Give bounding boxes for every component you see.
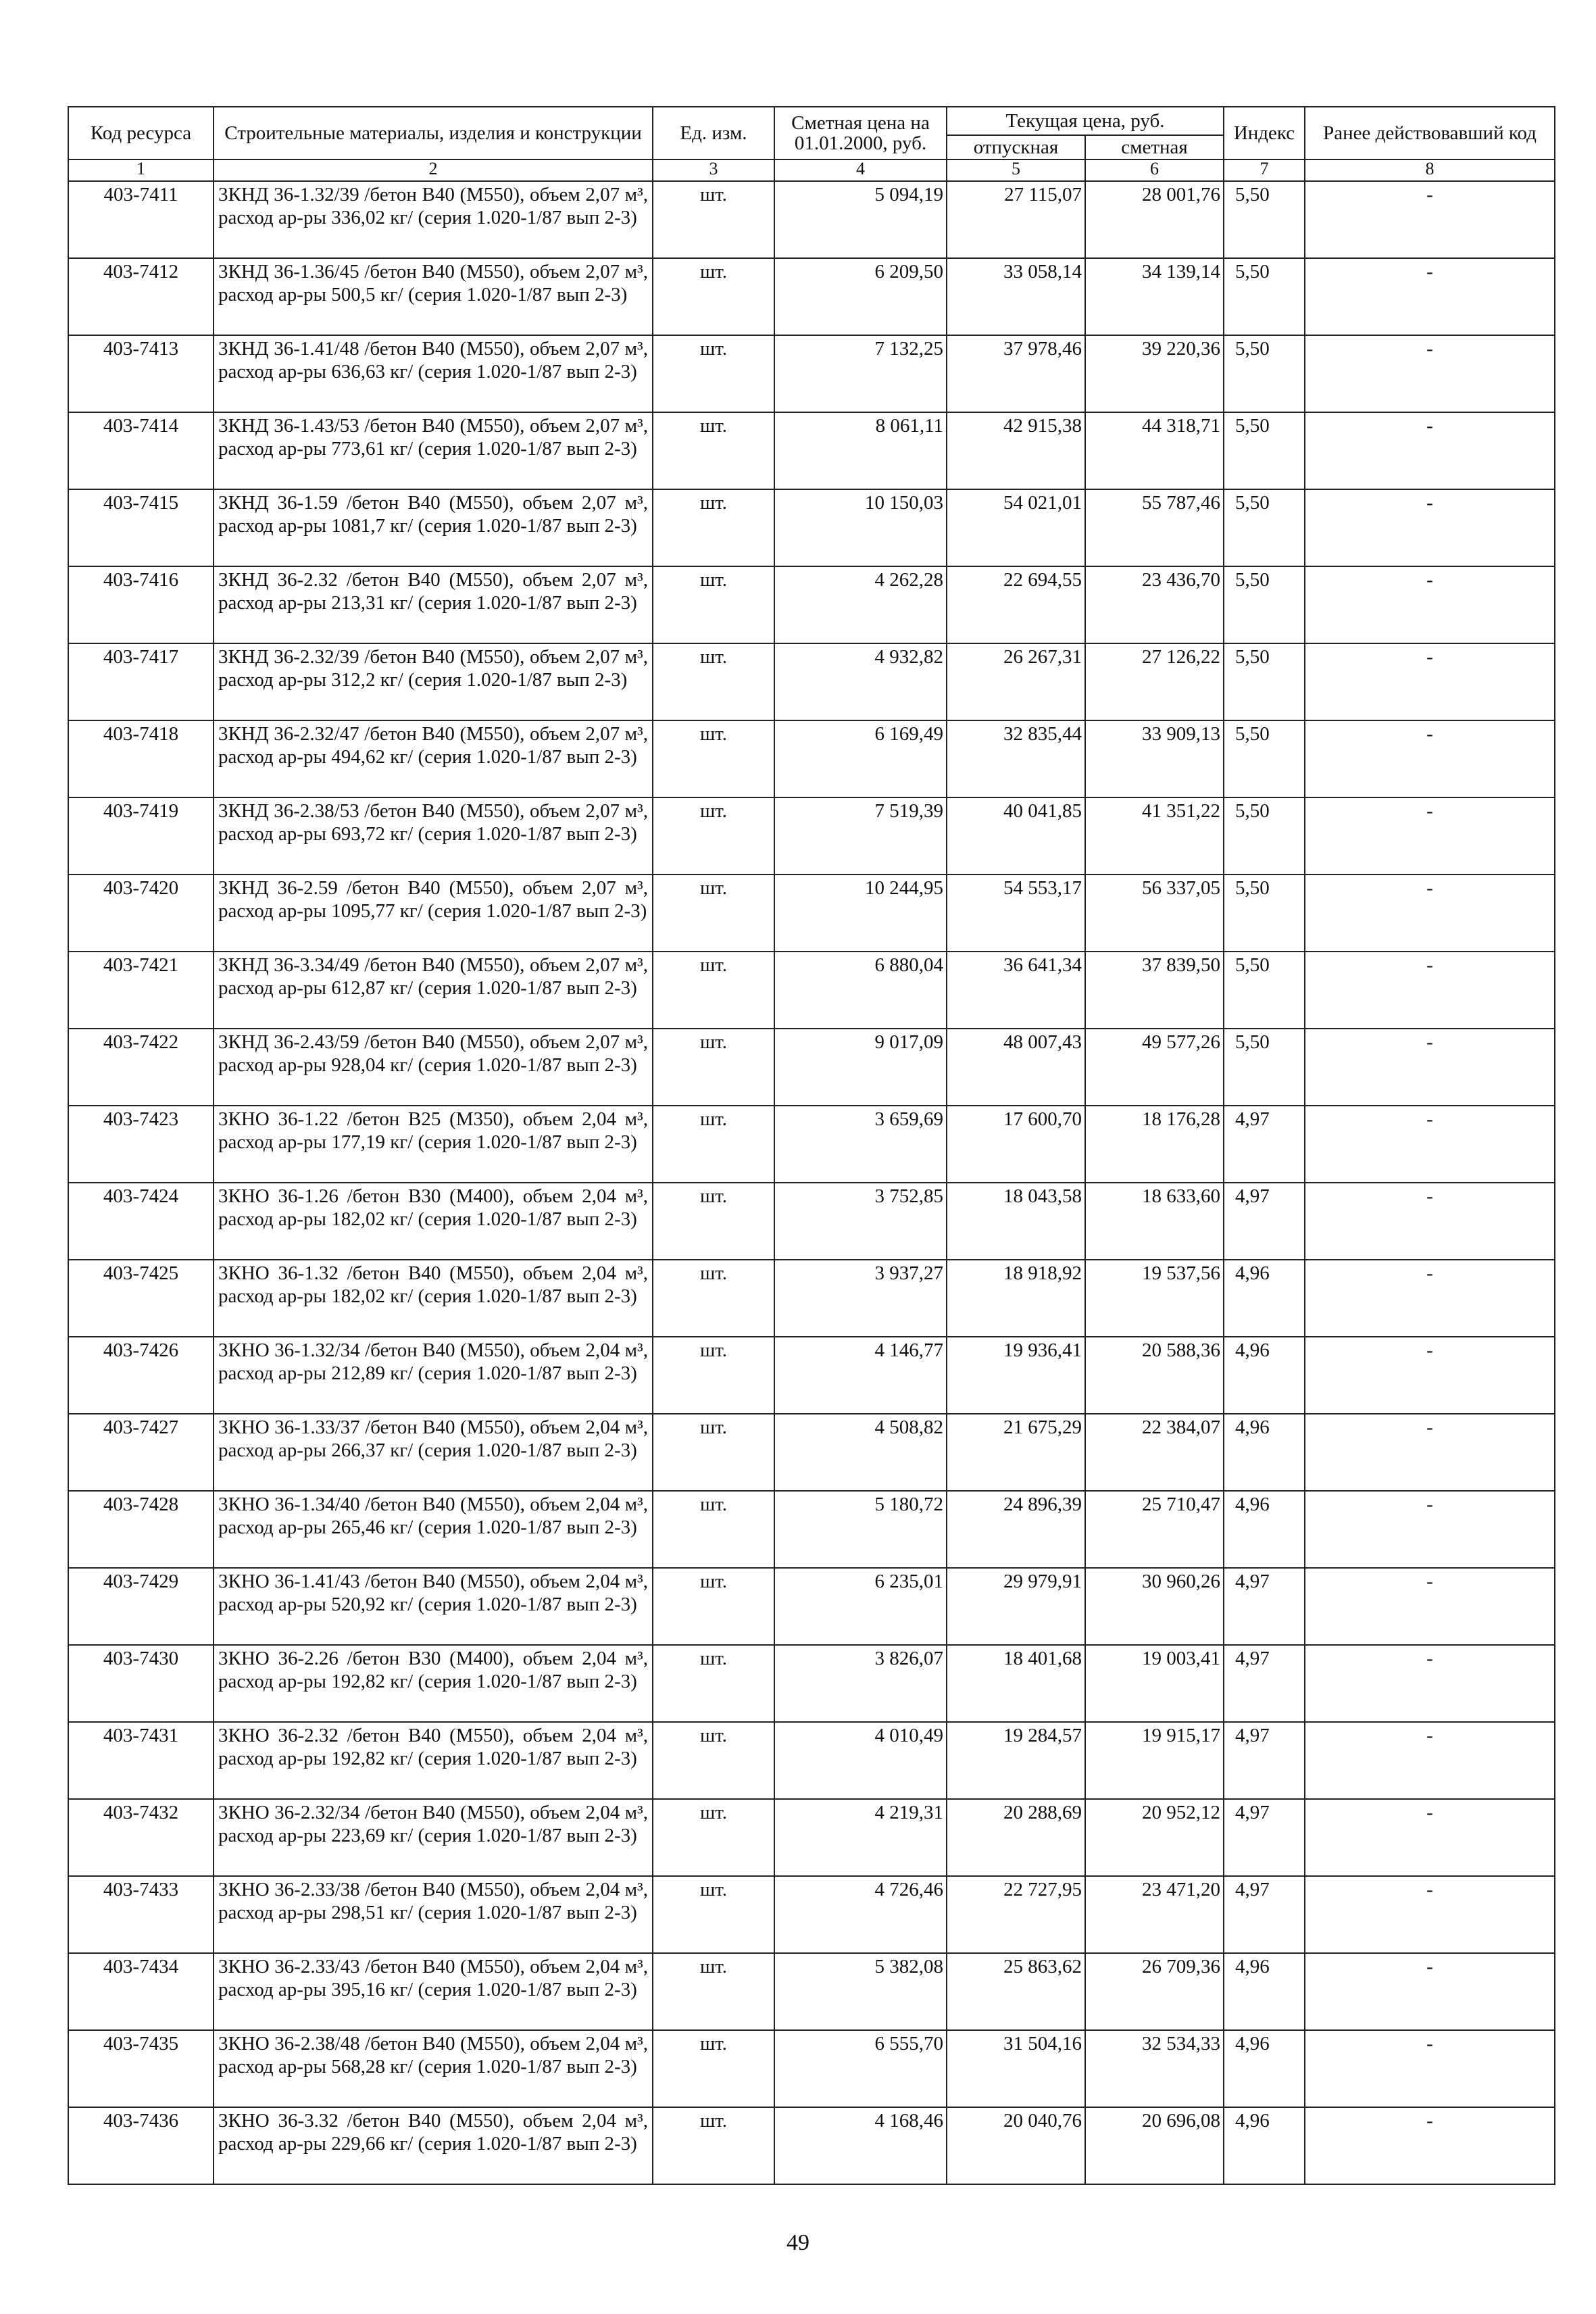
unit-cell: шт. (653, 489, 774, 566)
material-name-cell: 3КНО 36-2.26 /бетон В30 (М400), объем 2,04 м³, расход ар-ры 192,82 кг/ (серия 1.020-1/87 вып 2-3) (214, 1645, 653, 1722)
column-number: 7 (1224, 159, 1305, 181)
table-row (68, 720, 1555, 797)
base-price-cell: 3 752,85 (774, 1183, 947, 1260)
material-name-cell: 3КНД 36-2.43/59 /бетон В40 (М550), объем 2,07 м³, расход ар-ры 928,04 кг/ (серия 1.020-1/87 вып 2-3) (214, 1029, 653, 1106)
resource-code-cell: 403-7413 (68, 335, 214, 412)
material-name-cell: 3КНО 36-1.41/43 /бетон В40 (М550), объем 2,04 м³, расход ар-ры 520,92 кг/ (серия 1.020-1/87 вып 2-3) (214, 1568, 653, 1645)
estimate-price-cell: 44 318,71 (1085, 412, 1224, 489)
previous-code-cell: - (1305, 1568, 1555, 1645)
previous-code-cell: - (1305, 1029, 1555, 1106)
index-cell: 5,50 (1224, 258, 1305, 335)
unit-cell: шт. (653, 2107, 774, 2184)
previous-code-cell: - (1305, 1260, 1555, 1337)
price-table (68, 106, 1555, 2185)
previous-code-cell: - (1305, 1491, 1555, 1568)
previous-code-cell: - (1305, 489, 1555, 566)
column-number: 5 (947, 159, 1085, 181)
release-price-cell: 54 553,17 (947, 875, 1085, 952)
unit-cell: шт. (653, 1414, 774, 1491)
unit-cell: шт. (653, 2030, 774, 2107)
previous-code-cell: - (1305, 1722, 1555, 1799)
previous-code-cell: - (1305, 566, 1555, 643)
table-row (68, 1876, 1555, 1953)
estimate-price-cell: 27 126,22 (1085, 643, 1224, 720)
previous-code-cell: - (1305, 1183, 1555, 1260)
resource-code-cell: 403-7414 (68, 412, 214, 489)
estimate-price-cell: 56 337,05 (1085, 875, 1224, 952)
table-row (68, 1337, 1555, 1414)
previous-code-cell: - (1305, 1106, 1555, 1183)
resource-code-cell: 403-7417 (68, 643, 214, 720)
previous-code-cell: - (1305, 952, 1555, 1029)
previous-code-cell: - (1305, 2107, 1555, 2184)
material-name-cell: 3КНО 36-2.32 /бетон В40 (М550), объем 2,04 м³, расход ар-ры 192,82 кг/ (серия 1.020-1/87 вып 2-3) (214, 1722, 653, 1799)
estimate-price-cell: 19 915,17 (1085, 1722, 1224, 1799)
material-name-cell: 3КНД 36-2.32/47 /бетон В40 (М550), объем 2,07 м³, расход ар-ры 494,62 кг/ (серия 1.020-1/87 вып 2-3) (214, 720, 653, 797)
base-price-cell: 4 219,31 (774, 1799, 947, 1876)
table-row (68, 1568, 1555, 1645)
previous-code-cell: - (1305, 1876, 1555, 1953)
base-price-cell: 4 010,49 (774, 1722, 947, 1799)
unit-cell: шт. (653, 1645, 774, 1722)
index-cell: 5,50 (1224, 797, 1305, 875)
resource-code-cell: 403-7434 (68, 1953, 214, 2030)
index-cell: 4,97 (1224, 1106, 1305, 1183)
previous-code-cell: - (1305, 181, 1555, 258)
resource-code-cell: 403-7424 (68, 1183, 214, 1260)
table-row (68, 1260, 1555, 1337)
index-cell: 5,50 (1224, 643, 1305, 720)
release-price-cell: 25 863,62 (947, 1953, 1085, 2030)
unit-cell: шт. (653, 1183, 774, 1260)
material-name-cell: 3КНД 36-2.38/53 /бетон В40 (М550), объем 2,07 м³, расход ар-ры 693,72 кг/ (серия 1.020-1/87 вып 2-3) (214, 797, 653, 875)
column-number-row (68, 159, 1555, 181)
estimate-price-cell: 22 384,07 (1085, 1414, 1224, 1491)
table-row (68, 489, 1555, 566)
resource-code-cell: 403-7425 (68, 1260, 214, 1337)
base-price-cell: 4 168,46 (774, 2107, 947, 2184)
header-resource-code: Код ресурса (68, 107, 214, 159)
unit-cell: шт. (653, 1260, 774, 1337)
index-cell: 5,50 (1224, 412, 1305, 489)
table-body (68, 181, 1555, 2184)
unit-cell: шт. (653, 181, 774, 258)
index-cell: 4,96 (1224, 1491, 1305, 1568)
index-cell: 4,97 (1224, 1722, 1305, 1799)
estimate-price-cell: 23 436,70 (1085, 566, 1224, 643)
column-number: 4 (774, 159, 947, 181)
base-price-cell: 10 244,95 (774, 875, 947, 952)
table-row (68, 797, 1555, 875)
estimate-price-cell: 20 952,12 (1085, 1799, 1224, 1876)
previous-code-cell: - (1305, 1799, 1555, 1876)
index-cell: 4,96 (1224, 2107, 1305, 2184)
estimate-price-cell: 39 220,36 (1085, 335, 1224, 412)
header-materials: Строительные материалы, изделия и конструкции (214, 107, 653, 159)
table-row (68, 1491, 1555, 1568)
unit-cell: шт. (653, 412, 774, 489)
page-number: 49 (787, 2230, 809, 2255)
table-row (68, 2030, 1555, 2107)
release-price-cell: 31 504,16 (947, 2030, 1085, 2107)
release-price-cell: 18 401,68 (947, 1645, 1085, 1722)
table-row (68, 1414, 1555, 1491)
estimate-price-cell: 23 471,20 (1085, 1876, 1224, 1953)
table-row (68, 1029, 1555, 1106)
material-name-cell: 3КНО 36-1.33/37 /бетон В40 (М550), объем 2,04 м³, расход ар-ры 266,37 кг/ (серия 1.020-1/87 вып 2-3) (214, 1414, 653, 1491)
unit-cell: шт. (653, 1106, 774, 1183)
material-name-cell: 3КНД 36-1.43/53 /бетон В40 (М550), объем 2,07 м³, расход ар-ры 773,61 кг/ (серия 1.020-1/87 вып 2-3) (214, 412, 653, 489)
base-price-cell: 4 932,82 (774, 643, 947, 720)
material-name-cell: 3КНД 36-1.41/48 /бетон В40 (М550), объем 2,07 м³, расход ар-ры 636,63 кг/ (серия 1.020-1/87 вып 2-3) (214, 335, 653, 412)
estimate-price-cell: 20 588,36 (1085, 1337, 1224, 1414)
estimate-price-cell: 41 351,22 (1085, 797, 1224, 875)
unit-cell: шт. (653, 1799, 774, 1876)
column-number: 8 (1305, 159, 1555, 181)
base-price-cell: 6 169,49 (774, 720, 947, 797)
resource-code-cell: 403-7431 (68, 1722, 214, 1799)
base-price-cell: 9 017,09 (774, 1029, 947, 1106)
base-price-cell: 7 132,25 (774, 335, 947, 412)
price-table-sheet (68, 106, 1554, 2185)
estimate-price-cell: 34 139,14 (1085, 258, 1224, 335)
material-name-cell: 3КНД 36-1.36/45 /бетон В40 (М550), объем 2,07 м³, расход ар-ры 500,5 кг/ (серия 1.020-1/87 вып 2-3) (214, 258, 653, 335)
base-price-cell: 4 508,82 (774, 1414, 947, 1491)
base-price-cell: 4 146,77 (774, 1337, 947, 1414)
base-price-cell: 3 826,07 (774, 1645, 947, 1722)
estimate-price-cell: 30 960,26 (1085, 1568, 1224, 1645)
estimate-price-cell: 32 534,33 (1085, 2030, 1224, 2107)
previous-code-cell: - (1305, 875, 1555, 952)
resource-code-cell: 403-7421 (68, 952, 214, 1029)
estimate-price-cell: 33 909,13 (1085, 720, 1224, 797)
index-cell: 4,97 (1224, 1799, 1305, 1876)
unit-cell: шт. (653, 875, 774, 952)
release-price-cell: 26 267,31 (947, 643, 1085, 720)
unit-cell: шт. (653, 258, 774, 335)
resource-code-cell: 403-7419 (68, 797, 214, 875)
material-name-cell: 3КНО 36-2.38/48 /бетон В40 (М550), объем 2,04 м³, расход ар-ры 568,28 кг/ (серия 1.020-1/87 вып 2-3) (214, 2030, 653, 2107)
estimate-price-cell: 19 537,56 (1085, 1260, 1224, 1337)
column-number: 6 (1085, 159, 1224, 181)
material-name-cell: 3КНД 36-2.32/39 /бетон В40 (М550), объем 2,07 м³, расход ар-ры 312,2 кг/ (серия 1.020-1/87 вып 2-3) (214, 643, 653, 720)
table-row (68, 1183, 1555, 1260)
release-price-cell: 18 918,92 (947, 1260, 1085, 1337)
previous-code-cell: - (1305, 412, 1555, 489)
resource-code-cell: 403-7415 (68, 489, 214, 566)
release-price-cell: 33 058,14 (947, 258, 1085, 335)
previous-code-cell: - (1305, 720, 1555, 797)
material-name-cell: 3КНО 36-1.32/34 /бетон В40 (М550), объем 2,04 м³, расход ар-ры 212,89 кг/ (серия 1.020-1/87 вып 2-3) (214, 1337, 653, 1414)
base-price-cell: 7 519,39 (774, 797, 947, 875)
table-row (68, 566, 1555, 643)
index-cell: 5,50 (1224, 181, 1305, 258)
material-name-cell: 3КНД 36-1.32/39 /бетон В40 (М550), объем 2,07 м³, расход ар-ры 336,02 кг/ (серия 1.020-1/87 вып 2-3) (214, 181, 653, 258)
resource-code-cell: 403-7418 (68, 720, 214, 797)
release-price-cell: 22 694,55 (947, 566, 1085, 643)
table-header (68, 107, 1555, 181)
resource-code-cell: 403-7427 (68, 1414, 214, 1491)
index-cell: 5,50 (1224, 566, 1305, 643)
base-price-cell: 4 726,46 (774, 1876, 947, 1953)
previous-code-cell: - (1305, 797, 1555, 875)
release-price-cell: 27 115,07 (947, 181, 1085, 258)
unit-cell: шт. (653, 720, 774, 797)
previous-code-cell: - (1305, 335, 1555, 412)
resource-code-cell: 403-7423 (68, 1106, 214, 1183)
material-name-cell: 3КНД 36-2.59 /бетон В40 (М550), объем 2,07 м³, расход ар-ры 1095,77 кг/ (серия 1.020-1/87 вып 2-3) (214, 875, 653, 952)
resource-code-cell: 403-7430 (68, 1645, 214, 1722)
index-cell: 4,96 (1224, 2030, 1305, 2107)
index-cell: 4,97 (1224, 1876, 1305, 1953)
unit-cell: шт. (653, 1953, 774, 2030)
column-number: 2 (214, 159, 653, 181)
release-price-cell: 24 896,39 (947, 1491, 1085, 1568)
table-row (68, 2107, 1555, 2184)
resource-code-cell: 403-7416 (68, 566, 214, 643)
release-price-cell: 37 978,46 (947, 335, 1085, 412)
material-name-cell: 3КНО 36-1.26 /бетон В30 (М400), объем 2,04 м³, расход ар-ры 182,02 кг/ (серия 1.020-1/87 вып 2-3) (214, 1183, 653, 1260)
base-price-cell: 6 209,50 (774, 258, 947, 335)
resource-code-cell: 403-7435 (68, 2030, 214, 2107)
table-row (68, 875, 1555, 952)
index-cell: 5,50 (1224, 952, 1305, 1029)
unit-cell: шт. (653, 1337, 774, 1414)
table-row (68, 643, 1555, 720)
header-base-price: Сметная цена на 01.01.2000, руб. (774, 107, 947, 159)
release-price-cell: 36 641,34 (947, 952, 1085, 1029)
release-price-cell: 54 021,01 (947, 489, 1085, 566)
resource-code-cell: 403-7422 (68, 1029, 214, 1106)
release-price-cell: 32 835,44 (947, 720, 1085, 797)
table-row (68, 1645, 1555, 1722)
unit-cell: шт. (653, 1876, 774, 1953)
estimate-price-cell: 49 577,26 (1085, 1029, 1224, 1106)
resource-code-cell: 403-7436 (68, 2107, 214, 2184)
index-cell: 5,50 (1224, 720, 1305, 797)
index-cell: 5,50 (1224, 335, 1305, 412)
index-cell: 4,97 (1224, 1183, 1305, 1260)
unit-cell: шт. (653, 566, 774, 643)
estimate-price-cell: 28 001,76 (1085, 181, 1224, 258)
table-row (68, 1953, 1555, 2030)
release-price-cell: 19 936,41 (947, 1337, 1085, 1414)
estimate-price-cell: 18 176,28 (1085, 1106, 1224, 1183)
release-price-cell: 17 600,70 (947, 1106, 1085, 1183)
material-name-cell: 3КНО 36-1.34/40 /бетон В40 (М550), объем 2,04 м³, расход ар-ры 265,46 кг/ (серия 1.020-1/87 вып 2-3) (214, 1491, 653, 1568)
table-row (68, 335, 1555, 412)
estimate-price-cell: 55 787,46 (1085, 489, 1224, 566)
estimate-price-cell: 25 710,47 (1085, 1491, 1224, 1568)
release-price-cell: 22 727,95 (947, 1876, 1085, 1953)
release-price-cell: 19 284,57 (947, 1722, 1085, 1799)
previous-code-cell: - (1305, 258, 1555, 335)
material-name-cell: 3КНД 36-1.59 /бетон В40 (М550), объем 2,07 м³, расход ар-ры 1081,7 кг/ (серия 1.020-1/87 вып 2-3) (214, 489, 653, 566)
estimate-price-cell: 18 633,60 (1085, 1183, 1224, 1260)
release-price-cell: 29 979,91 (947, 1568, 1085, 1645)
estimate-price-cell: 20 696,08 (1085, 2107, 1224, 2184)
material-name-cell: 3КНО 36-1.32 /бетон В40 (М550), объем 2,04 м³, расход ар-ры 182,02 кг/ (серия 1.020-1/87 вып 2-3) (214, 1260, 653, 1337)
unit-cell: шт. (653, 797, 774, 875)
index-cell: 4,96 (1224, 1260, 1305, 1337)
table-row (68, 1106, 1555, 1183)
index-cell: 4,97 (1224, 1645, 1305, 1722)
previous-code-cell: - (1305, 1337, 1555, 1414)
table-row (68, 1799, 1555, 1876)
base-price-cell: 3 659,69 (774, 1106, 947, 1183)
unit-cell: шт. (653, 335, 774, 412)
resource-code-cell: 403-7426 (68, 1337, 214, 1414)
release-price-cell: 40 041,85 (947, 797, 1085, 875)
estimate-price-cell: 26 709,36 (1085, 1953, 1224, 2030)
header-index: Индекс (1224, 107, 1305, 159)
resource-code-cell: 403-7428 (68, 1491, 214, 1568)
previous-code-cell: - (1305, 2030, 1555, 2107)
material-name-cell: 3КНО 36-2.33/43 /бетон В40 (М550), объем 2,04 м³, расход ар-ры 395,16 кг/ (серия 1.020-1/87 вып 2-3) (214, 1953, 653, 2030)
column-number: 1 (68, 159, 214, 181)
table-row (68, 412, 1555, 489)
base-price-cell: 8 061,11 (774, 412, 947, 489)
material-name-cell: 3КНО 36-2.33/38 /бетон В40 (М550), объем 2,04 м³, расход ар-ры 298,51 кг/ (серия 1.020-1/87 вып 2-3) (214, 1876, 653, 1953)
material-name-cell: 3КНО 36-1.22 /бетон В25 (М350), объем 2,04 м³, расход ар-ры 177,19 кг/ (серия 1.020-1/87 вып 2-3) (214, 1106, 653, 1183)
unit-cell: шт. (653, 1029, 774, 1106)
resource-code-cell: 403-7433 (68, 1876, 214, 1953)
base-price-cell: 6 880,04 (774, 952, 947, 1029)
estimate-price-cell: 37 839,50 (1085, 952, 1224, 1029)
unit-cell: шт. (653, 643, 774, 720)
resource-code-cell: 403-7432 (68, 1799, 214, 1876)
release-price-cell: 48 007,43 (947, 1029, 1085, 1106)
release-price-cell: 20 040,76 (947, 2107, 1085, 2184)
table-row (68, 952, 1555, 1029)
base-price-cell: 10 150,03 (774, 489, 947, 566)
header-estimate-price: сметная (1085, 135, 1224, 159)
unit-cell: шт. (653, 1568, 774, 1645)
table-row (68, 258, 1555, 335)
previous-code-cell: - (1305, 1414, 1555, 1491)
release-price-cell: 18 043,58 (947, 1183, 1085, 1260)
index-cell: 5,50 (1224, 1029, 1305, 1106)
resource-code-cell: 403-7420 (68, 875, 214, 952)
resource-code-cell: 403-7412 (68, 258, 214, 335)
base-price-cell: 6 235,01 (774, 1568, 947, 1645)
header-current-price-group: Текущая цена, руб. (947, 107, 1224, 135)
index-cell: 4,96 (1224, 1953, 1305, 2030)
unit-cell: шт. (653, 1722, 774, 1799)
base-price-cell: 5 180,72 (774, 1491, 947, 1568)
material-name-cell: 3КНО 36-3.32 /бетон В40 (М550), объем 2,04 м³, расход ар-ры 229,66 кг/ (серия 1.020-1/87 вып 2-3) (214, 2107, 653, 2184)
index-cell: 5,50 (1224, 875, 1305, 952)
base-price-cell: 5 382,08 (774, 1953, 947, 2030)
release-price-cell: 42 915,38 (947, 412, 1085, 489)
header-previous-code: Ранее действовавший код (1305, 107, 1555, 159)
release-price-cell: 20 288,69 (947, 1799, 1085, 1876)
material-name-cell: 3КНД 36-3.34/49 /бетон В40 (М550), объем 2,07 м³, расход ар-ры 612,87 кг/ (серия 1.020-1/87 вып 2-3) (214, 952, 653, 1029)
index-cell: 5,50 (1224, 489, 1305, 566)
resource-code-cell: 403-7411 (68, 181, 214, 258)
estimate-price-cell: 19 003,41 (1085, 1645, 1224, 1722)
index-cell: 4,96 (1224, 1337, 1305, 1414)
column-number: 3 (653, 159, 774, 181)
base-price-cell: 5 094,19 (774, 181, 947, 258)
release-price-cell: 21 675,29 (947, 1414, 1085, 1491)
header-unit: Ед. изм. (653, 107, 774, 159)
unit-cell: шт. (653, 1491, 774, 1568)
previous-code-cell: - (1305, 1645, 1555, 1722)
base-price-cell: 4 262,28 (774, 566, 947, 643)
index-cell: 4,96 (1224, 1414, 1305, 1491)
material-name-cell: 3КНД 36-2.32 /бетон В40 (М550), объем 2,07 м³, расход ар-ры 213,31 кг/ (серия 1.020-1/87 вып 2-3) (214, 566, 653, 643)
material-name-cell: 3КНО 36-2.32/34 /бетон В40 (М550), объем 2,04 м³, расход ар-ры 223,69 кг/ (серия 1.020-1/87 вып 2-3) (214, 1799, 653, 1876)
header-release-price: отпускная (947, 135, 1085, 159)
previous-code-cell: - (1305, 1953, 1555, 2030)
table-row (68, 181, 1555, 258)
base-price-cell: 6 555,70 (774, 2030, 947, 2107)
previous-code-cell: - (1305, 643, 1555, 720)
unit-cell: шт. (653, 952, 774, 1029)
table-row (68, 1722, 1555, 1799)
index-cell: 4,97 (1224, 1568, 1305, 1645)
resource-code-cell: 403-7429 (68, 1568, 214, 1645)
base-price-cell: 3 937,27 (774, 1260, 947, 1337)
